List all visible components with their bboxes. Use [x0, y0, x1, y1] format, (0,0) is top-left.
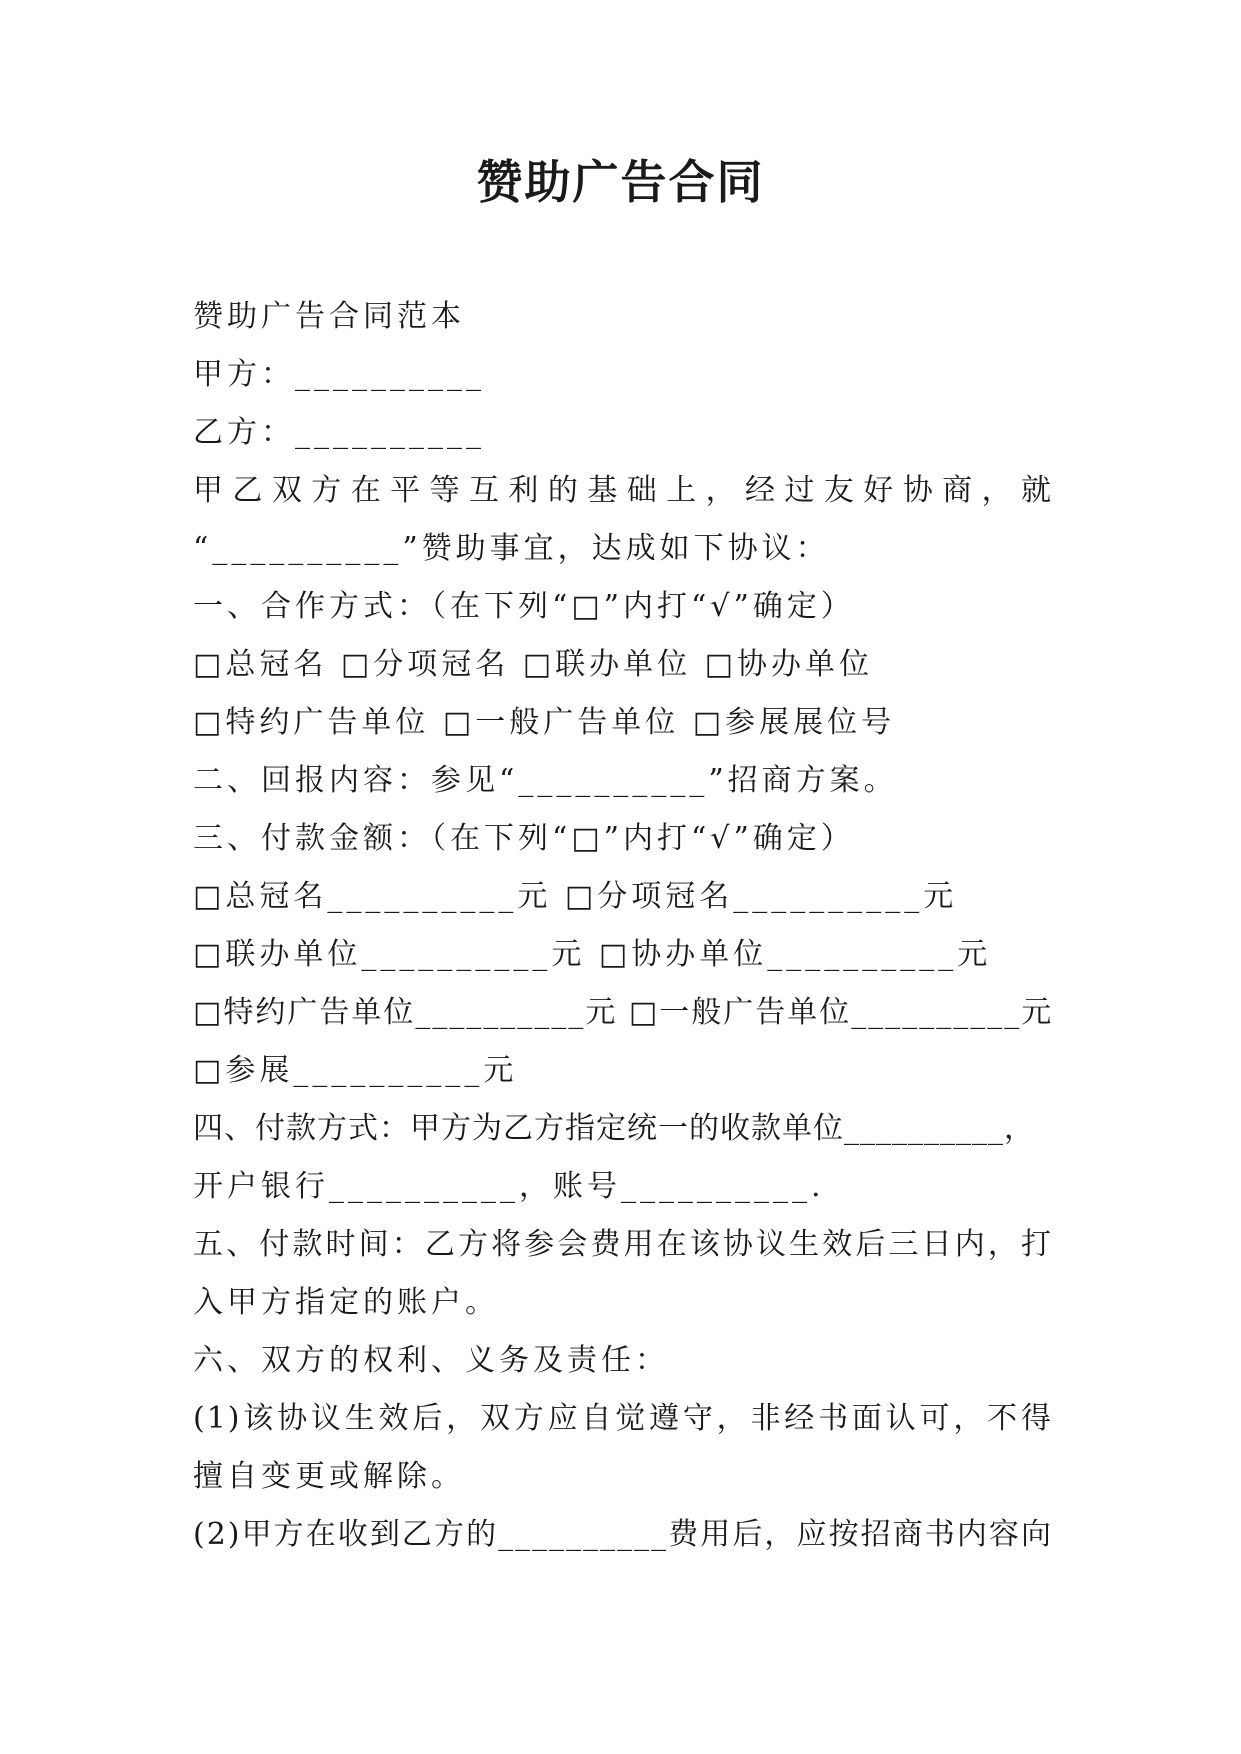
clause-2-line: 二、回报内容：参见“__________”招商方案。	[193, 763, 898, 798]
party-a-line: 甲方：__________	[193, 357, 485, 392]
preamble-line-2: “__________”赞助事宜，达成如下协议：	[193, 531, 830, 566]
clause-4-line-2: 开户银行__________，账号__________.	[193, 1169, 825, 1204]
clause-3-heading: 三、付款金额：（在下列“□”内打“√”确定）	[193, 821, 855, 856]
clause-5-line-1: 五、付款时间：乙方将参会费用在该协议生效后三日内，打	[193, 1227, 1053, 1262]
clause-3-amount-3: □特约广告单位__________元 □一般广告单位__________元	[193, 995, 1054, 1030]
clause-3-amount-1: □总冠名__________元 □分项冠名__________元	[193, 879, 958, 914]
clause-6-item-2-line-1: (2)甲方在收到乙方的__________费用后，应按招商书内容向	[193, 1517, 1053, 1552]
clause-1-options-1: □总冠名 □分项冠名 □联办单位 □协办单位	[193, 647, 873, 682]
document-body	[193, 288, 1053, 1564]
clause-6-heading: 六、双方的权利、义务及责任：	[193, 1343, 669, 1378]
clause-1-heading: 一、合作方式：（在下列“□”内打“√”确定）	[193, 589, 855, 624]
clause-4-line-1: 四、付款方式：甲方为乙方指定统一的收款单位__________，	[193, 1111, 1035, 1146]
clause-6-item-1-line-2: 擅自变更或解除。	[193, 1459, 465, 1494]
clause-6-item-1-line-1: (1)该协议生效后，双方应自觉遵守，非经书面认可，不得	[193, 1401, 1053, 1436]
clause-1-options-2: □特约广告单位 □一般广告单位 □参展展位号	[193, 705, 896, 740]
clause-3-amount-4: □参展__________元	[193, 1053, 518, 1088]
subtitle-line: 赞助广告合同范本	[193, 299, 465, 334]
party-b-line: 乙方：__________	[193, 415, 485, 450]
clause-3-amount-2: □联办单位__________元 □协办单位__________元	[193, 937, 992, 972]
document-title: 赞助广告合同	[476, 155, 765, 209]
preamble-line-1: 甲乙双方在平等互利的基础上，经过友好协商，就	[193, 473, 1053, 508]
clause-5-line-2: 入甲方指定的账户。	[193, 1285, 499, 1320]
